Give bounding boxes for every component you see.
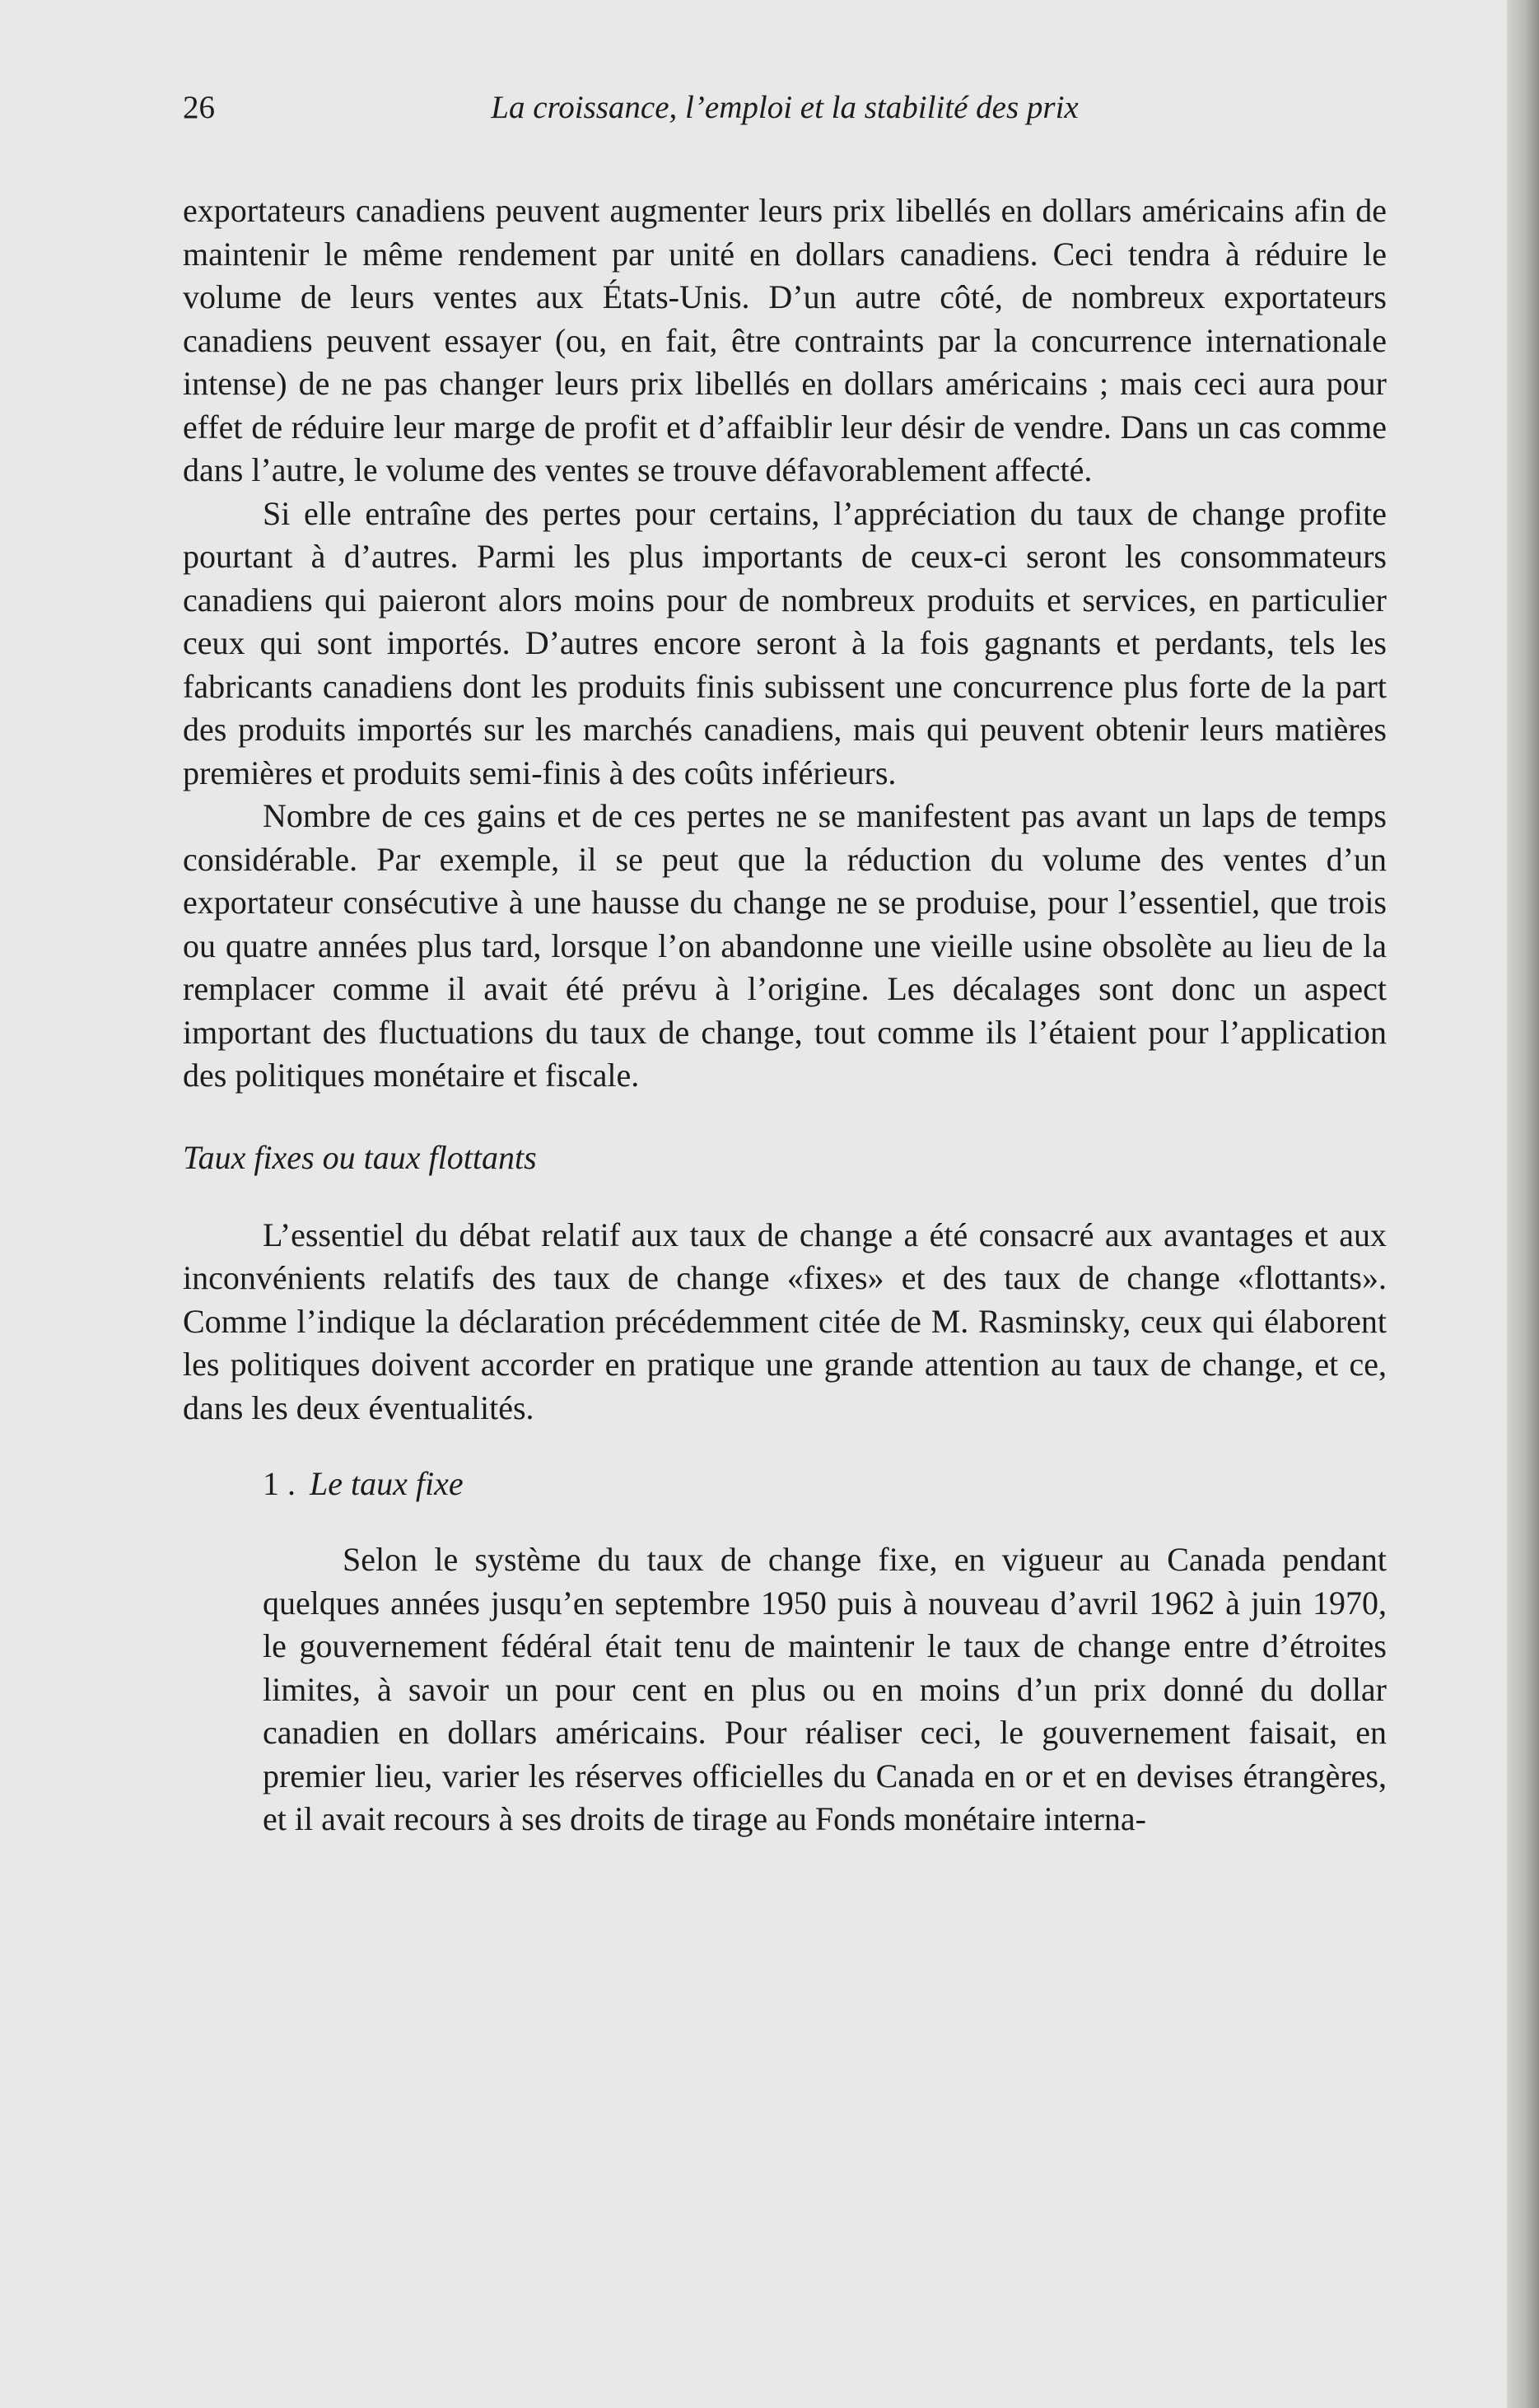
page-header <box>183 85 1387 131</box>
subsection-body <box>263 1538 1387 1841</box>
paragraph-continuation: exportateurs canadiens peuvent augmenter leurs prix libellés en dollars américains afin de maintenir le même rendement par unité en dollars canadiens. Ceci tendra à réduire le volume de leurs ventes aux États-Unis. D’un autre côté, de nombreux exportateurs canadiens peuvent essayer (ou, en fait, être contraints par la concurrence internationale intense) de ne pas changer leurs prix libellés en dollars américains ; mais ceci aura pour effet de réduire leur marge de profit et d’affaiblir leur désir de vendre. Dans un cas comme dans l’autre, le volume des ventes se trouve défavorablement affecté. <box>183 192 1387 488</box>
section-heading: Taux fixes ou taux flottants <box>183 1138 537 1176</box>
running-title: La croissance, l’emploi et la stabilité des prix <box>491 90 1079 125</box>
subsection-heading <box>263 1463 1387 1505</box>
paragraph: Selon le système du taux de change fixe, en vigueur au Canada pendant quelques années jusqu’en septembre 1950 puis à nouveau d’avril 1962 à juin 1970, le gouvernement fédéral était tenu de maintenir le taux de change entre d’étroites limites, à savoir un pour cent en plus ou en moins d’un prix donné du dollar canadien en dollars américains. Pour réaliser ceci, le gouvernement faisait, en premier lieu, varier les réserves officielles du Canada en or et en devises étrangères, et il avait recours à ses droits de tirage au Fonds monétaire interna- <box>263 1541 1387 1837</box>
paragraph: L’essentiel du débat relatif aux taux de change a été consacré aux avantages et aux inconvénients relatifs des taux de change «fixes» et des taux de change «flottants». Comme l’indique la déclaration précédemment citée de M. Rasminsky, ceux qui élaborent les politiques doivent accorder en pratique une grande attention au taux de change, et ce, dans les deux éventualités. <box>183 1216 1387 1426</box>
body-text <box>183 189 1387 1841</box>
paragraph: Si elle entraîne des pertes pour certains, l’appréciation du taux de change profite pourtant à d’autres. Parmi les plus importants de ceux-ci seront les consommateurs canadiens qui paieront alors moins pour de nombreux produits et services, en particulier ceux qui sont importés. D’autres encore seront à la fois gagnants et perdants, tels les fabricants canadiens dont les produits finis subissent une concurrence plus forte de la part des produits importés sur les marchés canadiens, mais qui peuvent obtenir leurs matières premières et produits semi-finis à des coûts inférieurs. <box>183 494 1387 791</box>
page-edge-shadow <box>1507 0 1539 2408</box>
subsection-title: Le taux fixe <box>310 1465 464 1502</box>
page-number: 26 <box>183 90 215 125</box>
subsection-number: 1 . <box>263 1465 296 1502</box>
paragraph: Nombre de ces gains et de ces pertes ne se manifestent pas avant un laps de temps considérable. Par exemple, il se peut que la réduction du volume des ventes d’un exportateur consécutive à une hausse du change ne se produise, pour l’essentiel, que trois ou quatre années plus tard, lorsque l’on abandonne une vieille usine obsolète au lieu de la remplacer comme il avait été prévu à l’origine. Les décalages sont donc un aspect important des fluctuations du taux de change, tout comme ils l’étaient pour l’application des politiques monétaire et fiscale. <box>183 797 1387 1094</box>
